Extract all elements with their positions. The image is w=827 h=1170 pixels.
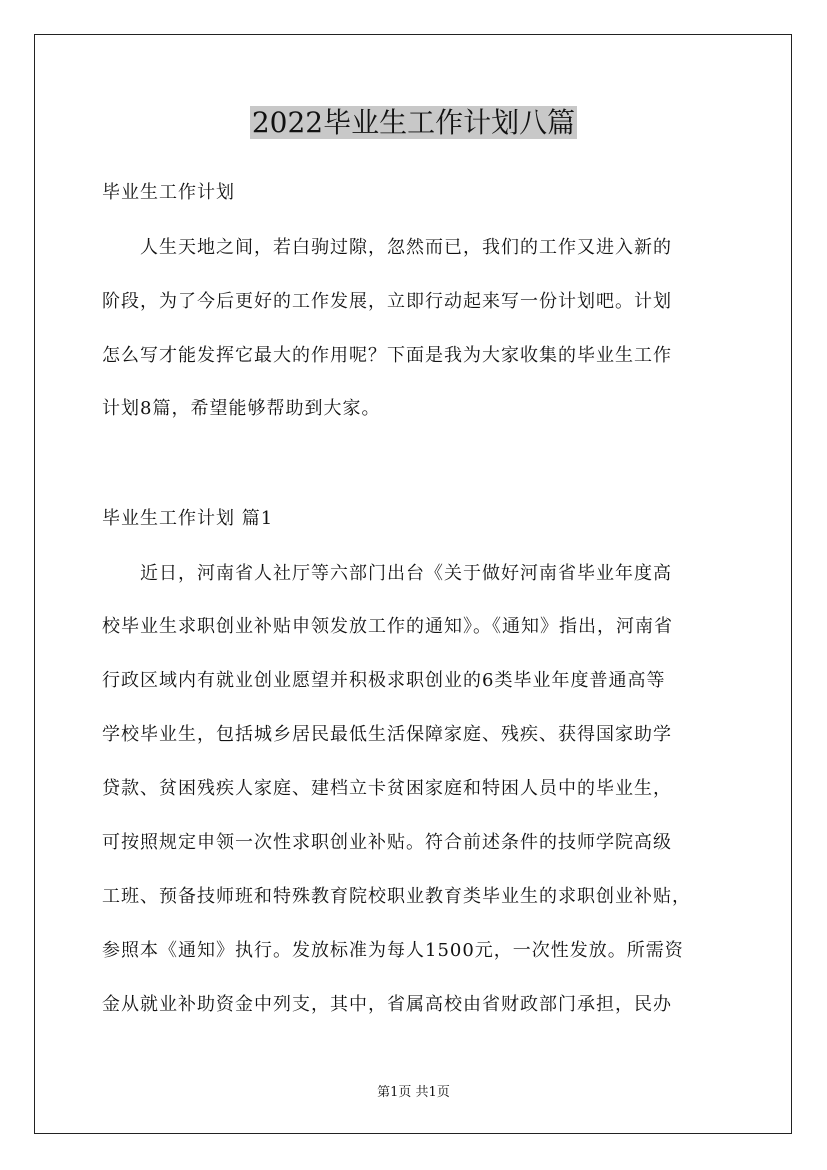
paragraph-line: 校毕业生求职创业补贴申领发放工作的通知》。《通知》指出，河南省: [102, 616, 673, 637]
paragraph-line: 金从就业补助资金中列支，其中，省属高校由省财政部门承担，民办: [102, 994, 672, 1015]
page-footer: 第1页 共1页: [377, 1085, 450, 1100]
paragraph-line: 学校毕业生，包括城乡居民最低生活保障家庭、残疾、获得国家助学: [102, 724, 672, 745]
intro-heading: 毕业生工作计划: [102, 182, 235, 203]
paragraph-line: 人生天地之间，若白驹过隙，忽然而已，我们的工作又进入新的: [140, 237, 672, 258]
document-title-text: 2022毕业生工作计划八篇: [251, 106, 576, 139]
paragraph-line: 工班、预备技师班和特殊教育院校职业教育类毕业生的求职创业补贴，: [102, 886, 691, 907]
section1-heading: 毕业生工作计划 篇1: [102, 508, 274, 529]
paragraph-line: 可按照规定申领一次性求职创业补贴。符合前述条件的技师学院高级: [102, 832, 672, 853]
paragraph-line: 贷款、贫困残疾人家庭、建档立卡贫困家庭和特困人员中的毕业生，: [102, 778, 672, 799]
paragraph-line: 近日，河南省人社厅等六部门出台《关于做好河南省毕业年度高: [140, 563, 672, 584]
paragraph-line: 阶段，为了今后更好的工作发展，立即行动起来写一份计划吧。计划: [102, 291, 672, 312]
paragraph-line: 计划8篇，希望能够帮助到大家。: [102, 398, 381, 419]
paragraph-line: 怎么写才能发挥它最大的作用呢？下面是我为大家收集的毕业生工作: [102, 345, 672, 366]
paragraph-line: 行政区域内有就业创业愿望并积极求职创业的6类毕业年度普通高等: [102, 670, 666, 691]
paragraph-line: 参照本《通知》执行。发放标准为每人1500元，一次性发放。所需资: [102, 940, 684, 961]
document-title: [0, 104, 827, 142]
